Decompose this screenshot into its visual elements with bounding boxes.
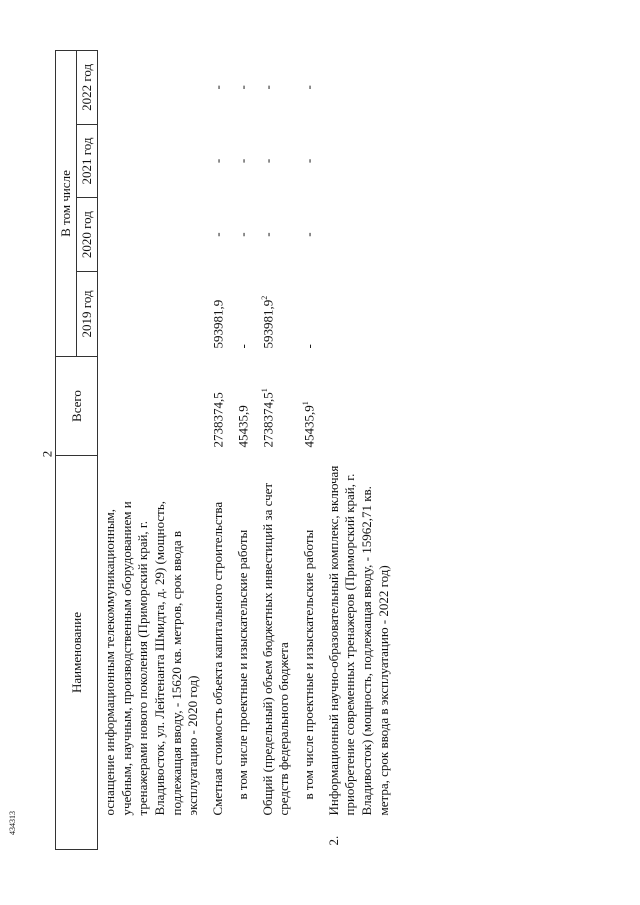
row-name-text: оснащение информационным телекоммуникационным, учебным, научным, производственным оборудованием и тренажерами нового поколения (Приморский край, г. Владивосток, ул. Лейтенанта Шмидта, д. 29) (мощность, подлежащая вводу, - 15620 кв. метров, срок ввода в эксплуатацию - 2020 год) <box>102 500 201 816</box>
row-2020 <box>206 198 231 272</box>
row-2019-text: - <box>235 344 251 349</box>
row-2021-text: - <box>209 158 225 164</box>
row-2019 <box>231 271 256 356</box>
table-row <box>98 51 206 850</box>
table-row <box>206 51 231 850</box>
header-year-2022: 2022 год <box>77 51 98 125</box>
row-name-text: в том числе проектные и изыскательские работы <box>300 529 316 800</box>
row-2021 <box>231 124 256 198</box>
row-2022-text: - <box>209 85 225 90</box>
row-2020 <box>98 198 206 272</box>
row-index <box>98 820 206 850</box>
row-2020 <box>256 198 297 272</box>
row-2020-text: - <box>209 232 225 237</box>
row-index <box>256 820 297 850</box>
row-2019-text: 593981,9 <box>259 299 275 349</box>
row-2021 <box>256 124 297 198</box>
header-total: Всего <box>56 357 98 456</box>
document-code: 434313 <box>8 811 17 835</box>
row-2021-text: - <box>259 158 275 164</box>
row-total <box>322 357 397 456</box>
header-year-2019: 2019 год <box>77 271 98 356</box>
row-2022 <box>297 51 322 125</box>
row-name <box>98 456 206 820</box>
header-year-2021: 2021 год <box>77 124 98 198</box>
table-row <box>256 51 297 850</box>
row-2019-text: 593981,9 <box>210 299 226 349</box>
row-name <box>231 456 256 820</box>
row-total <box>297 357 322 456</box>
row-total <box>256 357 297 456</box>
row-name <box>206 456 231 820</box>
row-total-footnote: 1 <box>300 401 310 406</box>
row-2020-text: - <box>300 232 316 237</box>
row-2021 <box>98 124 206 198</box>
row-name-text: Информационный научно-образовательный комплекс, включая приобретение современных тренажеров (Приморский край, г. Владивосток) (мощность, подлежащая вводу, - 15962,71 кв. метра, срок ввода в эксплуатацию - 2022 год) <box>325 465 391 816</box>
rotated-table-container <box>55 50 615 850</box>
row-name <box>322 456 397 820</box>
row-2021 <box>206 124 231 198</box>
header-name: Наименование <box>56 456 98 850</box>
row-2022-text: - <box>259 85 275 90</box>
row-2020-text: - <box>234 232 250 237</box>
row-2019 <box>322 271 397 356</box>
row-2019 <box>206 271 231 356</box>
row-2019 <box>256 271 297 356</box>
row-2021 <box>322 124 397 198</box>
row-index-text: 2. <box>325 835 341 846</box>
table-row <box>322 51 397 850</box>
row-index <box>297 820 322 850</box>
table-row <box>297 51 322 850</box>
row-2020 <box>231 198 256 272</box>
row-index <box>322 820 397 850</box>
row-2022 <box>98 51 206 125</box>
row-2022 <box>206 51 231 125</box>
row-2019 <box>98 271 206 356</box>
header-including: В том числе <box>56 51 77 357</box>
row-2020 <box>322 198 397 272</box>
row-index <box>231 820 256 850</box>
row-2021-text: - <box>300 158 316 164</box>
row-2021 <box>297 124 322 198</box>
row-name <box>297 456 322 820</box>
row-total <box>206 357 231 456</box>
table-body <box>98 51 397 850</box>
row-total <box>231 357 256 456</box>
row-name <box>256 456 297 820</box>
row-total-text: 2738374,5 <box>259 392 275 448</box>
row-name-text: Общий (предельный) объем бюджетных инвестиций за счет средств федерального бюджета <box>259 482 292 816</box>
row-total-text: 2738374,5 <box>210 392 226 448</box>
row-2022-text: - <box>300 85 316 90</box>
row-2020-text: - <box>259 232 275 237</box>
row-2022-text: - <box>234 85 250 90</box>
row-name-text: в том числе проектные и изыскательские работы <box>234 529 250 800</box>
table-row <box>231 51 256 850</box>
row-2019-text: - <box>301 344 317 349</box>
row-2022 <box>322 51 397 125</box>
header-year-2020: 2020 год <box>77 198 98 272</box>
row-total <box>98 357 206 456</box>
row-name-text: Сметная стоимость объекта капитального строительства <box>209 501 225 816</box>
row-total-text: 45435,9 <box>235 405 251 448</box>
investment-table <box>55 50 396 850</box>
page-number: 2 <box>39 450 55 458</box>
row-2022 <box>256 51 297 125</box>
row-total-footnote: 1 <box>259 388 269 393</box>
row-2021-text: - <box>234 158 250 164</box>
row-total-text: 45435,9 <box>301 405 317 448</box>
row-2019 <box>297 271 322 356</box>
row-2020 <box>297 198 322 272</box>
row-2019-footnote: 2 <box>259 295 269 300</box>
row-2022 <box>231 51 256 125</box>
row-index <box>206 820 231 850</box>
